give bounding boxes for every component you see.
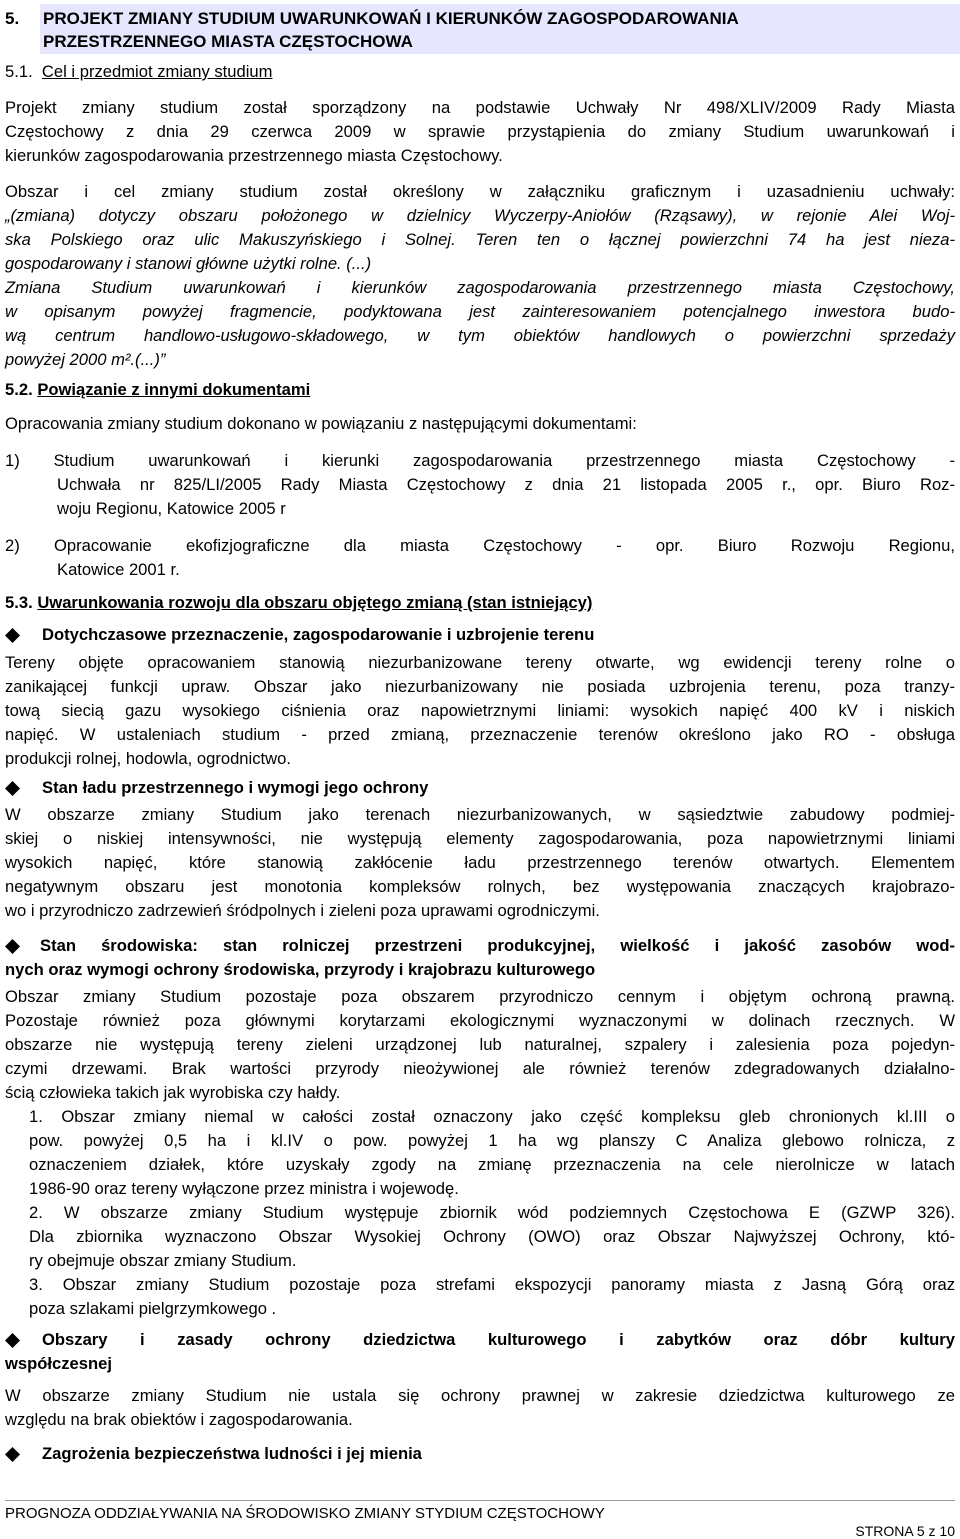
bullet-heading: Obszary i zasady ochrony dziedzictwa kulturowego i zabytków oraz dóbr kultury xyxy=(42,1330,955,1349)
quote-line: w opisanym powyżej fragmencie, podyktowana jest zainteresowaniem potencjalnego inwestora budo- xyxy=(5,302,955,321)
text-line: Obszar i cel zmiany studium został określony w załączniku graficznym i uzasadnieniu uchwały: xyxy=(5,182,955,201)
numbered-item: pow. powyżej 0,5 ha i kl.IV o pow. powyżej 1 ha wg planszy C Analiza glebowo rolnicza, z xyxy=(29,1131,955,1150)
list-item-continuation: Uchwała nr 825/LI/2005 Rady Miasta Częstochowy z dnia 21 listopada 2005 r., opr. Biuro Roz- xyxy=(57,475,955,494)
subsection-5-2-heading xyxy=(5,378,310,402)
subsection-number: 5.2. xyxy=(5,380,33,399)
bullet-heading: Stan środowiska: stan rolniczej przestrzeni produkcyjnej, wielkość i jakość zasobów wod- xyxy=(40,936,955,955)
section-number: 5. xyxy=(5,9,20,28)
subsection-5-3-heading xyxy=(5,591,592,615)
text-line: obszarze nie występują tereny zieleni urządzonej lub naturalnej, szpalery i zalesienia poza pojedyn- xyxy=(5,1035,955,1054)
numbered-item: 3. Obszar zmiany Studium pozostaje poza strefami ekspozycji panoramy miasta z Jasną Górą oraz xyxy=(29,1275,955,1294)
list-item-continuation: woju Regionu, Katowice 2005 r xyxy=(57,499,286,518)
text-line: Obszar zmiany Studium pozostaje poza obszarem przyrodniczo cennym i objętym ochroną prawną. xyxy=(5,987,955,1006)
text-line: ścią człowieka takich jak wyrobiska czy hałdy. xyxy=(5,1083,341,1102)
numbered-item: 1. Obszar zmiany niemal w całości został oznaczony jako część kompleksu gleb chronionych kl.III o xyxy=(29,1107,955,1126)
numbered-item: oznaczeniem działek, które uzyskały zgody na zmianę przeznaczenia na cele nierolnicze w latach xyxy=(29,1155,955,1174)
list-item: 2) Opracowanie ekofizjograficzne dla miasta Częstochowy - opr. Biuro Rozwoju Regionu, xyxy=(5,536,955,555)
text-line: czymi drzewami. Brak wartości przyrody nieożywionej ale również terenów zdegradowanych działalno- xyxy=(5,1059,955,1078)
diamond-bullet-icon xyxy=(5,939,20,954)
list-item: 1) Studium uwarunkowań i kierunki zagospodarowania przestrzennego miasta Częstochowy - xyxy=(5,451,955,470)
numbered-item: 1986-90 oraz tereny wyłączone przez ministra i wojewodę. xyxy=(29,1179,459,1198)
quote-line: powyżej 2000 m².(...)” xyxy=(5,350,166,369)
bullet-heading-continuation: nych oraz wymogi ochrony środowiska, przyrody i krajobrazu kulturowego xyxy=(5,960,596,979)
subsection-number: 5.1. xyxy=(5,62,33,81)
numbered-item: ry obejmuje obszar zmiany Studium. xyxy=(29,1251,297,1270)
section-header-banner xyxy=(5,4,960,54)
diamond-bullet-icon xyxy=(5,1447,20,1462)
bullet-heading: Stan ładu przestrzennego i wymogi jego ochrony xyxy=(42,778,429,797)
text-line: wysokich napięć, które stanowią zakłócenie ładu przestrzennego terenów otwartych. Elementem xyxy=(5,853,955,872)
text-line: negatywnym obszaru jest monotonia kompleksów rolnych, bez występowania znaczących krajobrazo- xyxy=(5,877,955,896)
subsection-number: 5.3. xyxy=(5,593,33,612)
footer-text: PROGNOZA ODDZIAŁYWANIA NA ŚRODOWISKO ZMIANY STYDIUM CZĘSTOCHOWY xyxy=(5,1505,605,1522)
diamond-bullet-icon xyxy=(5,628,20,643)
subsection-title: Cel i przedmiot zmiany studium xyxy=(41,62,273,81)
section-title-line2: PRZESTRZENNEGO MIASTA CZĘSTOCHOWA xyxy=(43,32,413,51)
quote-line: „(zmiana) dotyczy obszaru położonego w dzielnicy Wyczerpy-Aniołów (Rząsawy), w rejonie Alei Woj- xyxy=(5,206,955,225)
text-line: tową siecią gazu wysokiego ciśnienia oraz napowietrznymi liniami: wysokich napięć 400 kV i niskich xyxy=(5,701,955,720)
text-line: Tereny objęte opracowaniem stanowią niezurbanizowane tereny otwarte, wg ewidencji tereny rolne o xyxy=(5,653,955,672)
subsection-title: Powiązanie z innymi dokumentami xyxy=(37,380,311,399)
diamond-bullet-icon xyxy=(5,781,20,796)
text-line: zanikającej funkcji upraw. Obszar jako niezurbanizowany nie posiada uzbrojenia terenu, poza tranzy- xyxy=(5,677,955,696)
text-line: Projekt zmiany studium został sporządzony na podstawie Uchwały Nr 498/XLIV/2009 Rady Miasta xyxy=(5,98,955,117)
numbered-item: poza szlakami pielgrzymkowego . xyxy=(29,1299,277,1318)
text-line: W obszarze zmiany Studium jako terenach niezurbanizowanych, w sąsiedztwie zabudowy podmiej- xyxy=(5,805,955,824)
text-line: W obszarze zmiany Studium nie ustala się ochrony prawnej w zakresie dziedzictwa kulturowego ze xyxy=(5,1386,955,1405)
subsection-title: Uwarunkowania rozwoju dla obszaru objętego zmianą (stan istniejący) xyxy=(37,593,593,612)
bullet-heading-continuation: współczesnej xyxy=(5,1354,112,1373)
bullet-heading: Dotychczasowe przeznaczenie, zagospodarowanie i uzbrojenie terenu xyxy=(42,625,595,644)
document-page xyxy=(5,0,955,1539)
page-number: STRONA 5 z 10 xyxy=(855,1523,955,1539)
quote-line: gospodarowany i stanowi główne użytki rolne. (...) xyxy=(5,254,372,273)
text-line: względu na brak obiektów i zagospodarowania. xyxy=(5,1410,353,1429)
text-line: napięć. W ustaleniach studium - przed zmianą, przeznaczenie terenów określono jako RO - obsługa xyxy=(5,725,955,744)
diamond-bullet-icon xyxy=(5,1333,20,1348)
quote-line: wą centrum handlowo-usługowo-składowego, w tym obiektów handlowych o powierzchni sprzedaży xyxy=(5,326,955,345)
quote-line: Zmiana Studium uwarunkowań i kierunków zagospodarowania przestrzennego miasta Częstochowy, xyxy=(5,278,955,297)
section-title-line1: PROJEKT ZMIANY STUDIUM UWARUNKOWAŃ I KIERUNKÓW ZAGOSPODAROWANIA xyxy=(43,9,739,28)
subsection-5-1-heading xyxy=(5,60,272,84)
text-line: skiej o niskiej intensywności, nie występują elementy zagospodarowania, poza napowietrznymi liniami xyxy=(5,829,955,848)
text-line: produkcji rolnej, hodowla, ogrodnictwo. xyxy=(5,749,291,768)
text-line: wo i przyrodniczo zadrzewień śródpolnych i zieleni poza uprawami ogrodniczymi. xyxy=(5,901,600,920)
text-line: Częstochowy z dnia 29 czerwca 2009 w sprawie przystąpienia do zmiany Studium uwarunkowań i xyxy=(5,122,955,141)
text-line: kierunków zagospodarowania przestrzennego miasta Częstochowy. xyxy=(5,146,503,165)
bullet-heading: Zagrożenia bezpieczeństwa ludności i jej mienia xyxy=(42,1444,422,1463)
text-line: Pozostaje również poza głównymi korytarzami ekologicznymi wyznaczonymi w dolinach rzecznych. W xyxy=(5,1011,955,1030)
quote-line: ska Polskiego oraz ulic Makuszyńskiego i Solnej. Teren ten o łącznej powierzchni 74 ha jest nieza- xyxy=(5,230,955,249)
text-line: Opracowania zmiany studium dokonano w powiązaniu z następującymi dokumentami: xyxy=(5,414,637,433)
numbered-item: 2. W obszarze zmiany Studium występuje zbiornik wód podziemnych Częstochowa E (GZWP 326). xyxy=(29,1203,955,1222)
numbered-item: Dla zbiornika wyznaczono Obszar Wysokiej Ochrony (OWO) oraz Obszar Najwyższej Ochrony, któ- xyxy=(29,1227,955,1246)
list-item-continuation: Katowice 2001 r. xyxy=(57,560,180,579)
footer-divider xyxy=(5,1500,955,1501)
